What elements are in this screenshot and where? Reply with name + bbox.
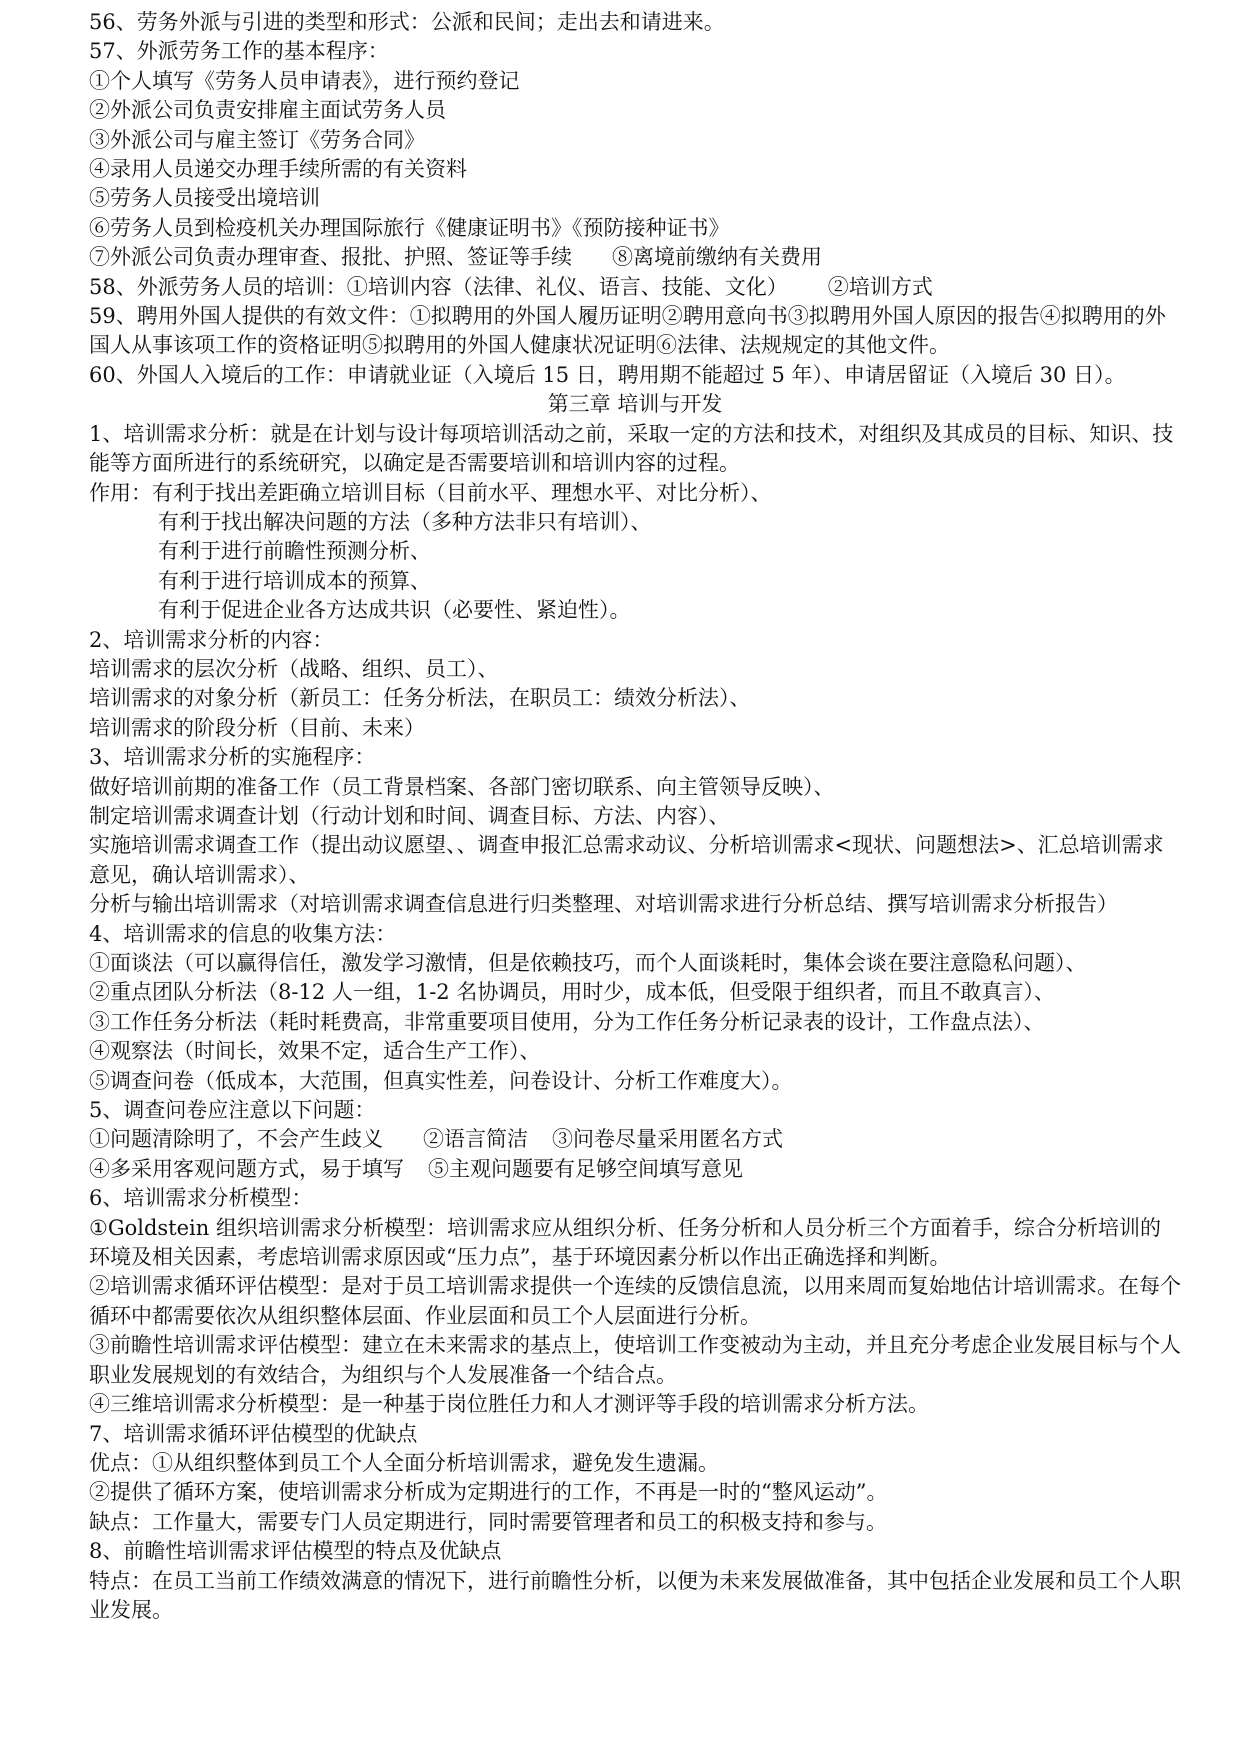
item-57-step-8: ⑧离境前缴纳有关费用 [612,245,822,270]
item-57-step-7-8 [89,243,1181,272]
section-7-heading: 7、培训需求循环评估模型的优缺点 [89,1421,418,1446]
section-6-model-2: ②培训需求循环评估模型：是对于员工培训需求提供一个连续的反馈信息流，以用来周而复始地估计培训需求。在每个循环中都需要依次从组织整体层面、作业层面和员工个人层面进行分析。 [89,1274,1181,1328]
section-4-item-2: ②重点团队分析法（8-12 人一组，1-2 名协调员，用时少，成本低，但受限于组织者，而且不敢真言）、 [89,980,1055,1005]
section-4-item-5: ⑤调查问卷（低成本，大范围，但真实性差，问卷设计、分析工作难度大）。 [89,1068,793,1093]
section-6-model-3: ③前瞻性培训需求评估模型：建立在未来需求的基点上，使培训工作变被动为主动，并且充分考虑企业发展目标与个人职业发展规划的有效结合，为组织与个人发展准备一个结合点。 [89,1333,1181,1387]
item-57-heading: 57、外派劳务工作的基本程序： [89,39,389,64]
section-1-role: 作用：有利于找出差距确立培训目标（目前水平、理想水平、对比分析）、 [89,480,772,505]
item-57-step-5: ⑤劳务人员接受出境培训 [89,186,320,211]
section-1: 1、培训需求分析：就是在计划与设计每项培训活动之前，采取一定的方法和技术，对组织及其成员的目标、知识、技能等方面所进行的系统研究，以确定是否需要培训和培训内容的过程。 [89,421,1174,476]
section-6-model-4: ④三维培训需求分析模型：是一种基于岗位胜任力和人才测评等手段的培训需求分析方法。 [89,1392,929,1417]
section-3-item-4: 分析与输出培训需求（对培训需求调查信息进行归类整理、对培训需求进行分析总结、撰写培训需求分析报告） [89,892,1118,917]
section-8-heading: 8、前瞻性培训需求评估模型的特点及优缺点 [89,1539,502,1564]
section-7-pros-2: ②提供了循环方案，使培训需求分析成为定期进行的工作，不再是一时的“整风运动”。 [89,1480,888,1505]
section-2-item-2: 培训需求的对象分析（新员工：任务分析法，在职员工：绩效分析法）、 [89,686,751,711]
item-58-method: ②培训方式 [827,274,933,299]
section-5-item-3: ③问卷尽量采用匿名方式 [552,1127,783,1152]
section-6-model-1: ①Goldstein 组织培训需求分析模型：培训需求应从组织分析、任务分析和人员分析三个方面着手，综合分析培训的环境及相关因素，考虑培训需求原因或“压力点”，基于环境因素分析以作出正确选择和判断。 [89,1215,1161,1270]
section-5-item-4: ④多采用客观问题方式，易于填写 [89,1156,404,1181]
item-57-step-6: ⑥劳务人员到检疫机关办理国际旅行《健康证明书》《预防接种证书》 [89,215,730,240]
section-5-item-5: ⑤主观问题要有足够空间填写意见 [428,1156,743,1181]
section-5-heading: 5、调查问卷应注意以下问题： [89,1098,376,1123]
section-3-item-3: 实施培训需求调查工作（提出动议愿望、、调查申报汇总需求动议、分析培训需求<现状、问题想法>、汇总培训需求意见，确认培训需求）、 [89,833,1164,887]
item-57-step-4: ④录用人员递交办理手续所需的有关资料 [89,157,467,182]
section-7-cons: 缺点：工作量大，需要专门人员定期进行，同时需要管理者和员工的积极支持和参与。 [89,1509,887,1534]
section-5-item-1: ①问题清除明了，不会产生歧义 [89,1127,383,1152]
chapter-title: 第三章 培训与开发 [547,392,723,417]
item-59: 59、聘用外国人提供的有效文件：①拟聘用的外国人履历证明②聘用意向书③拟聘用外国人原因的报告④拟聘用的外国人从事该项工作的资格证明⑤拟聘用的外国人健康状况证明⑥法律、法规规定的其他文件。 [89,304,1166,358]
section-2-item-3: 培训需求的阶段分析（目前、未来） [89,715,425,740]
section-2-item-1: 培训需求的层次分析（战略、组织、员工）、 [89,656,499,681]
item-57-step-2: ②外派公司负责安排雇主面试劳务人员 [89,98,446,123]
section-2-heading: 2、培训需求分析的内容： [89,627,334,652]
section-1-role-3: 有利于进行前瞻性预测分析、 [158,539,431,564]
item-57-step-3: ③外派公司与雇主签订《劳务合同》 [89,127,425,152]
item-58 [89,273,1181,302]
section-4-heading: 4、培训需求的信息的收集方法： [89,921,397,946]
section-1-role-2: 有利于找出解决问题的方法（多种方法非只有培训）、 [158,509,652,534]
section-5-row-2 [89,1155,1181,1184]
section-5-item-2: ②语言简洁 [423,1127,528,1152]
section-5-row-1 [89,1125,1181,1154]
item-57-step-1: ①个人填写《劳务人员申请表》，进行预约登记 [89,68,520,93]
item-57-step-7: ⑦外派公司负责办理审查、报批、护照、签证等手续 [89,245,572,270]
item-60: 60、外国人入境后的工作：申请就业证（入境后 15 日，聘用期不能超过 5 年）、申请居留证（入境后 30 日）。 [89,362,1126,387]
section-3-item-2: 制定培训需求调查计划（行动计划和时间、调查目标、方法、内容）、 [89,803,730,828]
section-3-heading: 3、培训需求分析的实施程序： [89,745,376,770]
section-3-item-1: 做好培训前期的准备工作（员工背景档案、各部门密切联系、向主管领导反映）、 [89,774,835,799]
section-4-item-3: ③工作任务分析法（耗时耗费高，非常重要项目使用，分为工作任务分析记录表的设计，工作盘点法）、 [89,1009,1045,1034]
section-4-item-1: ①面谈法（可以赢得信任，激发学习激情，但是依赖技巧，而个人面谈耗时，集体会谈在要注意隐私问题）、 [89,951,1087,975]
item-58-content: 58、外派劳务人员的培训：①培训内容（法律、礼仪、语言、技能、文化） [89,274,788,299]
section-1-role-5: 有利于促进企业各方达成共识（必要性、紧迫性）。 [158,598,631,623]
section-7-pros-1: 优点：①从组织整体到员工个人全面分析培训需求，避免发生遗漏。 [89,1450,719,1475]
item-56: 56、劳务外派与引进的类型和形式：公派和民间；走出去和请进来。 [89,10,725,34]
section-4-item-4: ④观察法（时间长，效果不定，适合生产工作）、 [89,1039,541,1064]
section-8-features: 特点：在员工当前工作绩效满意的情况下，进行前瞻性分析，以便为未来发展做准备，其中包括企业发展和员工个人职业发展。 [89,1568,1181,1622]
section-6-heading: 6、培训需求分析模型： [89,1186,313,1211]
section-1-role-4: 有利于进行培训成本的预算、 [158,568,431,593]
